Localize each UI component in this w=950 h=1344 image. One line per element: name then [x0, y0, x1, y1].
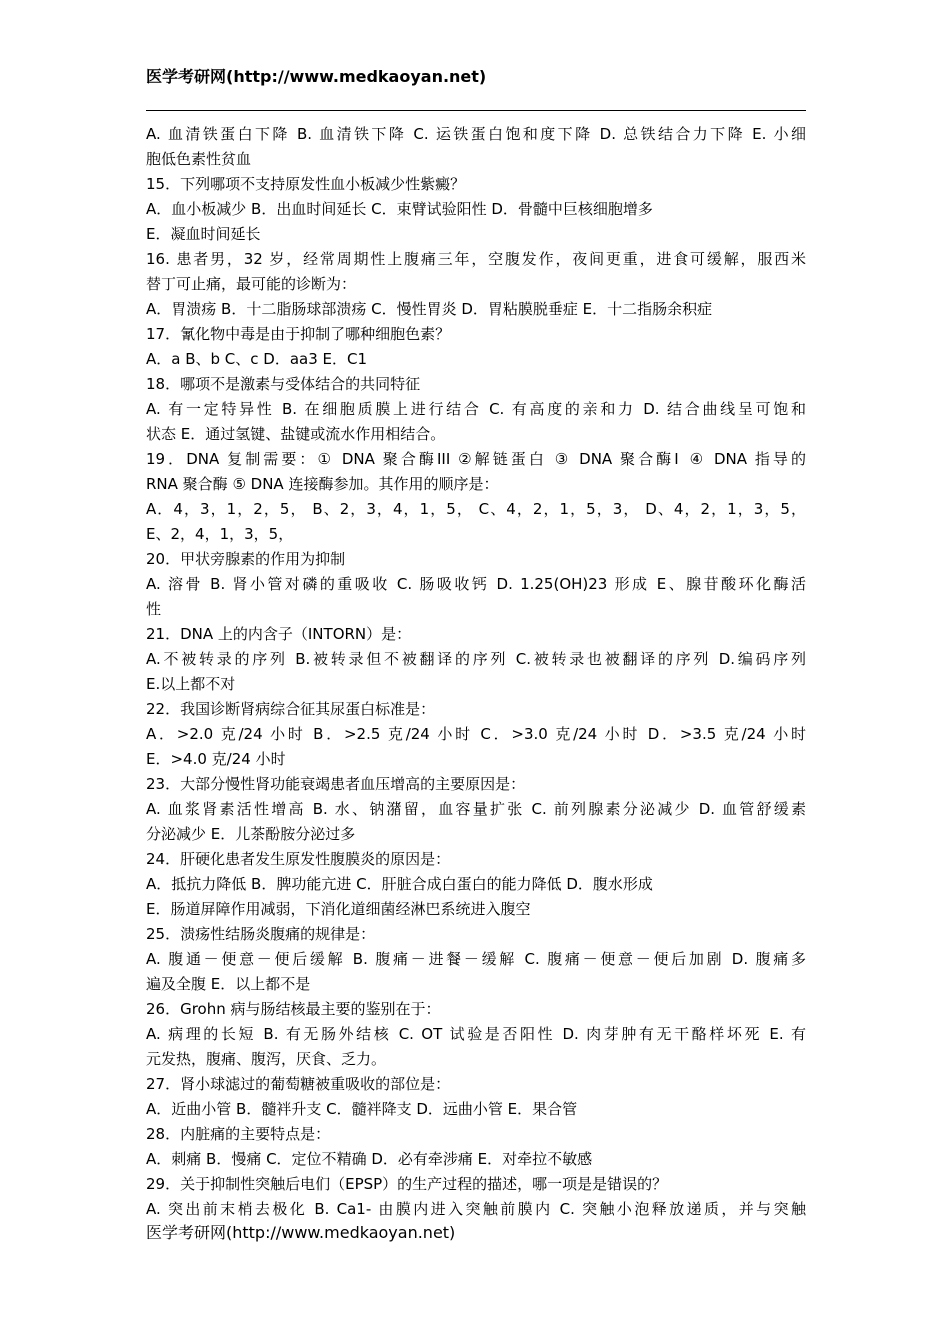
- text-line: A．>2.0 克/24 小时 B．>2.5 克/24 小时 C．>3.0 克/24 小时 D．>3.5 克/24 小时: [146, 725, 806, 743]
- text-line: 16. 患者男，32 岁，经常周期性上腹痛三年，空腹发作，夜间更重，进食可缓解，服西米: [146, 250, 806, 268]
- text-line: 性: [146, 600, 162, 618]
- page-header: 医学考研网(http://www.medkaoyan.net): [146, 67, 487, 86]
- text-line: A. 腹通－便意－便后缓解 B. 腹痛－进餐－缓解 C. 腹痛－便意－便后加剧 D. 腹痛多: [146, 950, 806, 968]
- text-line: A. 病理的长短 B. 有无肠外结核 C. OT 试验是否阳性 D. 肉芽肿有无干酪样坏死 E. 有: [146, 1025, 806, 1043]
- text-line: 19．DNA 复制需要：① DNA 聚合酶III ②解链蛋白 ③ DNA 聚合酶Ⅰ ④ DNA 指导的: [146, 450, 806, 468]
- text-line: 替丁可止痛，最可能的诊断为：: [146, 275, 357, 293]
- text-line: A. 溶骨 B. 肾小管对磷的重吸收 C. 肠吸收钙 D. 1.25(OH)23 形成 E、腺苷酸环化酶活: [146, 575, 806, 593]
- text-line: A．近曲小管 B．髓袢升支 C．髓袢降支 D．远曲小管 E．果合管: [146, 1100, 578, 1118]
- page-footer: 医学考研网(http://www.medkaoyan.net): [146, 1223, 456, 1242]
- text-line: 胞低色素性贫血: [146, 150, 252, 168]
- text-line: 18．哪项不是激素与受体结合的共同特征: [146, 375, 421, 393]
- text-line: 17．氰化物中毒是由于抑制了哪种细胞色素？: [146, 325, 451, 343]
- text-line: RNA 聚合酶 ⑤ DNA 连接酶参加。其作用的顺序是：: [146, 475, 499, 493]
- text-line: 状态 E．通过氢键、盐键或流水作用相结合。: [146, 425, 446, 443]
- text-line: 25．溃疡性结肠炎腹痛的规律是：: [146, 925, 376, 943]
- text-line: 22．我国诊断肾病综合征其尿蛋白标准是：: [146, 700, 436, 718]
- text-line: A. 血清铁蛋白下降 B. 血清铁下降 C. 运铁蛋白饱和度下降 D. 总铁结合力下降 E. 小细: [146, 125, 806, 143]
- text-line: A. 有一定特异性 B. 在细胞质膜上进行结合 C. 有高度的亲和力 D. 结合曲线呈可饱和: [146, 400, 806, 418]
- text-line: A. 突出前末梢去极化 B. Ca1- 由膜内进入突触前膜内 C. 突触小泡释放递质，并与突触: [146, 1200, 806, 1218]
- text-line: A．抵抗力降低 B．脾功能亢进 C．肝脏合成白蛋白的能力降低 D．腹水形成: [146, 875, 653, 893]
- text-line: A. 血浆肾素活性增高 B. 水、钠潴留，血容量扩张 C. 前列腺素分泌减少 D. 血管舒缓素: [146, 800, 806, 818]
- text-line: A．血小板减少 B．出血时间延长 C．束臂试验阳性 D．骨髓中巨核细胞增多: [146, 200, 653, 218]
- text-line: 21．DNA 上的内含子（INTORN）是：: [146, 625, 412, 643]
- text-line: E．肠道屏障作用减弱，下消化道细菌经淋巴系统进入腹空: [146, 900, 531, 918]
- text-line: 27．肾小球滤过的葡萄糖被重吸收的部位是：: [146, 1075, 451, 1093]
- text-line: A．4，3，1，2，5， B、2，3，4，1，5， C、4，2，1，5，3， D、4，2，1，3，5，: [146, 500, 806, 518]
- text-line: A．胃溃疡 B．十二脂肠球部溃疡 C．慢性胃炎 D．胃粘膜脱垂症 E．十二指肠余积症: [146, 300, 713, 318]
- question-body: [146, 122, 806, 1222]
- text-line: 23．大部分慢性肾功能衰竭患者血压增高的主要原因是：: [146, 775, 526, 793]
- text-line: A.不被转录的序列 B.被转录但不被翻译的序列 C.被转录也被翻译的序列 D.编码序列: [146, 650, 806, 668]
- text-line: 26．Grohn 病与肠结核最主要的鉴别在于：: [146, 1000, 441, 1018]
- text-line: A．刺痛 B．慢痛 C．定位不精确 D．必有牵涉痛 E．对牵拉不敏感: [146, 1150, 593, 1168]
- text-line: E．凝血时间延长: [146, 225, 261, 243]
- text-line: E.以上都不对: [146, 675, 236, 693]
- text-line: 分泌减少 E．儿茶酚胺分泌过多: [146, 825, 356, 843]
- text-line: 15．下列哪项不支持原发性血小板减少性紫癜？: [146, 175, 466, 193]
- text-line: 元发热，腹痛、腹泻，厌食、乏力。: [146, 1050, 387, 1068]
- text-line: 20．甲状旁腺素的作用为抑制: [146, 550, 346, 568]
- text-line: E．>4.0 克/24 小时: [146, 750, 286, 768]
- text-line: E、2，4，1，3，5，: [146, 525, 294, 543]
- text-line: 24．肝硬化患者发生原发性腹膜炎的原因是：: [146, 850, 451, 868]
- text-line: 29．关于抑制性突触后电们（EPSP）的生产过程的描述，哪一项是是错误的？: [146, 1175, 668, 1193]
- text-line: 遍及全腹 E．以上都不是: [146, 975, 311, 993]
- header-rule: [146, 110, 806, 111]
- text-line: A．a B、b C、c D．aa3 E．C1: [146, 350, 368, 368]
- text-line: 28．内脏痛的主要特点是：: [146, 1125, 331, 1143]
